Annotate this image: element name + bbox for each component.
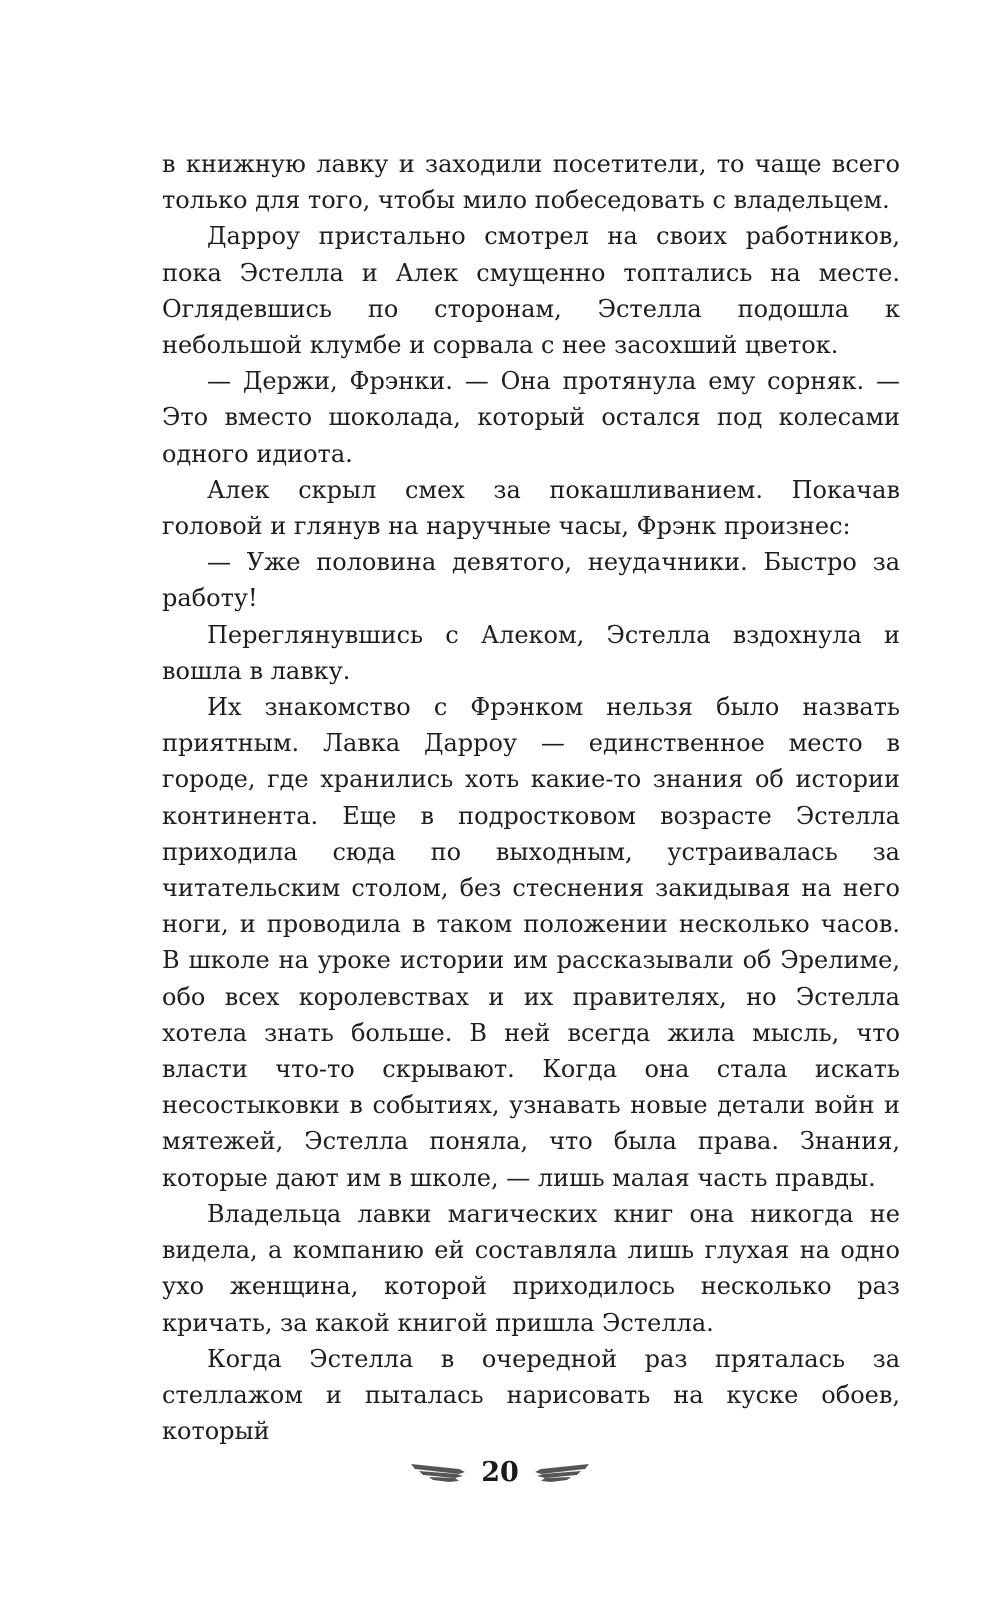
paragraph-dialogue: — Уже половина девятого, неудачники. Быстро за работу! — [162, 548, 900, 613]
paragraph: Дарроу пристально смотрел на своих работников, пока Эстелла и Алек смущенно топтались на месте. Оглядевшись по сторонам, Эстелла подошла к небольшой клумбе и сорвала с нее засохший цветок. — [162, 222, 900, 360]
wing-ornament-right-icon — [533, 1460, 591, 1484]
paragraph: Когда Эстелла в очередной раз пряталась за стеллажом и пыталась нарисовать на куске обоев, который — [162, 1344, 900, 1446]
paragraph: Алек скрыл смех за покашливанием. Покачав головой и глянув на наручные часы, Фрэнк произнес: — [162, 475, 900, 541]
paragraph: Переглянувшись с Алеком, Эстелла вздохнула и вошла в лавку. — [162, 620, 900, 685]
page-body-text — [162, 146, 900, 1449]
page-number: 20 — [481, 1456, 519, 1488]
paragraph: Владельца лавки магических книг она никогда не видела, а компанию ей составляла лишь глухая на одно ухо женщина, которой приходилось несколько раз кричать, за какой книгой пришла Эстелла. — [162, 1199, 900, 1337]
paragraph-dialogue: — Держи, Фрэнки. — Она протянула ему сорняк. — Это вместо шоколада, который остался под колесами одного идиота. — [162, 367, 900, 468]
paragraph-continued: в книжную лавку и заходили посетители, то чаще всего только для того, чтобы мило побеседовать с владельцем. — [162, 150, 900, 215]
paragraph: Их знакомство с Фрэнком нельзя было назвать приятным. Лавка Дарроу — единственное место в городе, где хранились хоть какие-то знания об истории континента. Еще в подростковом возрасте Эстелла приходила сюда по выходным, устраивалась за читательским столом, без стеснения закидывая на него ноги, и проводила в таком положении несколько часов. В школе на уроке истории им рассказывали об Эрелиме, обо всех королевствах и их правителях, но Эстелла хотела знать больше. В ней всегда жила мысль, что власти что-то скрывают. Когда она стала искать несостыковки в событиях, узнавать новые детали войн и мятежей, Эстелла поняла, что была права. Знания, которые дают им в школе, — лишь малая часть правды. — [162, 693, 900, 1192]
wing-ornament-left-icon — [409, 1460, 467, 1484]
page-footer — [0, 1452, 1000, 1492]
